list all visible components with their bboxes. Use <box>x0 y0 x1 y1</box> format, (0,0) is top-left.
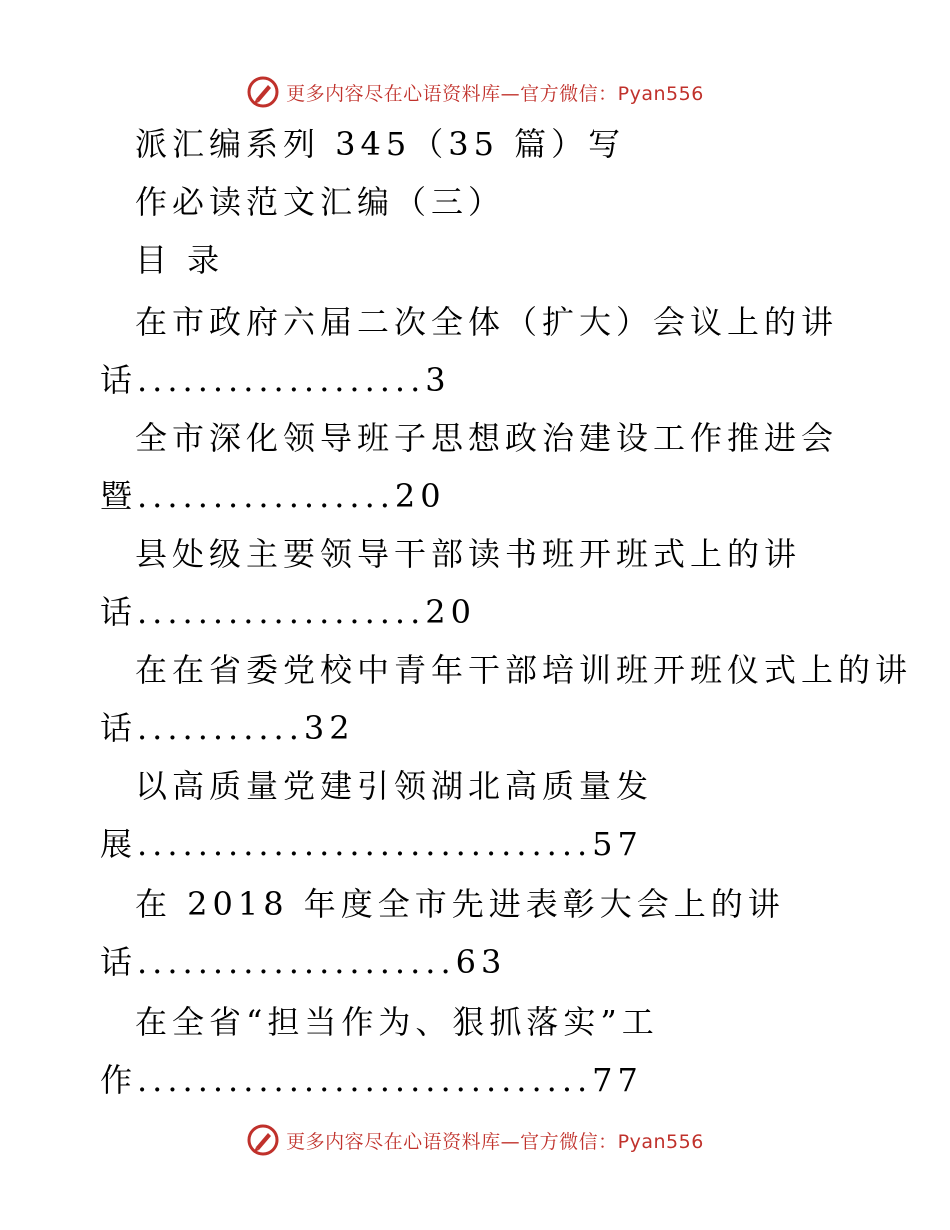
toc-entry-title: 在 2018 年度全市先进表彰大会上的讲 <box>135 885 785 923</box>
toc-entry-page: 话.....................63 <box>100 943 507 981</box>
document-title-line-1: 派汇编系列 345（35 篇）写 <box>135 125 626 163</box>
toc-entry-page: 展..............................57 <box>100 825 643 863</box>
toc-entry-page: 暨.................20 <box>100 477 446 515</box>
toc-heading: 目 录 <box>135 241 225 279</box>
header-watermark-banner <box>0 72 950 112</box>
toc-entry-page: 话...................20 <box>100 593 476 631</box>
toc-entry-page: 话...........32 <box>100 709 355 747</box>
toc-entry-title: 在全省“担当作为、狠抓落实”工 <box>135 1003 659 1041</box>
toc-entry-page: 作..............................77 <box>100 1061 643 1099</box>
toc-entry-title: 全市深化领导班子思想政治建设工作推进会 <box>135 419 839 457</box>
document-title-line-2: 作必读范文汇编（三） <box>135 183 506 221</box>
pen-logo-icon <box>246 1123 280 1157</box>
toc-entry-page: 话...................3 <box>100 361 451 399</box>
footer-watermark-banner <box>0 1120 950 1160</box>
pen-logo-icon <box>246 75 280 109</box>
toc-entry-title: 在市政府六届二次全体（扩大）会议上的讲 <box>135 303 839 341</box>
toc-entry-title: 在在省委党校中青年干部培训班开班仪式上的讲 <box>135 651 913 689</box>
watermark-text: 更多内容尽在心语资料库—官方微信：Pyan556 <box>286 1130 704 1153</box>
toc-entry-title: 县处级主要领导干部读书班开班式上的讲 <box>135 535 802 573</box>
watermark-text: 更多内容尽在心语资料库—官方微信：Pyan556 <box>286 82 704 105</box>
toc-entry-title: 以高质量党建引领湖北高质量发 <box>135 767 654 805</box>
